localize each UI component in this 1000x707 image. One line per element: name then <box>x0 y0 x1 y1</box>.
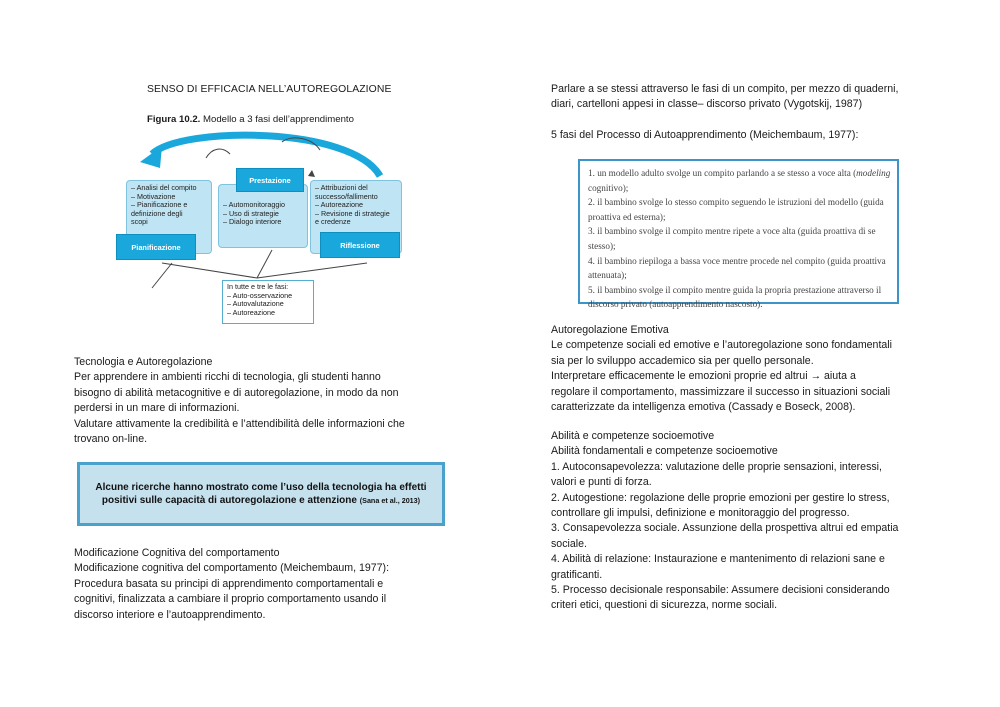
paragraph-line: Interpretare efficacemente le emozioni proprie ed altrui → aiuta a <box>551 370 856 383</box>
section-heading: Autoregolazione Emotiva <box>551 324 669 336</box>
intro-section <box>551 82 898 113</box>
figure-title <box>147 114 354 125</box>
paragraph-line: valori e punti di forza. <box>551 476 652 489</box>
section-heading: Abilità e competenze socioemotive <box>551 430 715 442</box>
reflection-item: – Autoreazione <box>315 200 363 210</box>
paragraph-line: cognitivi, finalizzata a cambiare il proprio comportamento usando il <box>74 593 387 606</box>
phase-line: 3. il bambino svolge il compito mentre ripete a voce alta (guida proattiva di se <box>588 226 876 237</box>
paragraph-line: 4. Abilità di relazione: Instaurazione e mantenimento di relazioni sane e <box>551 553 885 566</box>
all-phases-item: – Autovalutazione <box>227 299 284 309</box>
paragraph-line: trovano on-line. <box>74 433 148 446</box>
paragraph-line: 3. Consapevolezza sociale. Assunzione della prospettiva altrui ed empatia <box>551 522 899 535</box>
reflection-item: – Attribuzioni del <box>315 183 368 192</box>
all-phases-item: In tutte e tre le fasi: <box>227 282 289 291</box>
planning-item: – Motivazione <box>131 191 176 201</box>
three-phase-diagram <box>112 128 412 328</box>
all-phases-box <box>222 280 314 324</box>
paragraph-line: sia per lo sviluppo accademico sia per quello personale. <box>551 354 814 367</box>
paragraph-line: 2. Autogestione: regolazione delle proprie emozioni per gestire lo stress, <box>551 491 890 504</box>
phase-italic: modeling <box>856 168 891 178</box>
figure-number: Figura 10.2. <box>147 114 201 125</box>
performance-item: – Dialogo interiore <box>223 217 282 227</box>
paragraph-line: Per apprendere in ambienti ricchi di tecnologia, gli studenti hanno <box>74 371 381 384</box>
paragraph-line: perdersi in un mare di informazioni. <box>74 402 240 415</box>
paragraph-line: discorso interiore e l’autoapprendimento. <box>74 608 266 621</box>
research-banner <box>77 462 445 526</box>
paragraph-line: regolare il comportamento, massimizzare il successo in situazioni sociali <box>551 385 891 398</box>
paragraph-line: sociale. <box>551 537 587 550</box>
phase-line: 2. il bambino svolge lo stesso compito seguendo le istruzioni del modello (guida <box>588 197 884 208</box>
performance-item: – Uso di strategie <box>223 208 279 218</box>
socioemotional-section <box>551 429 898 614</box>
performance-box <box>218 184 308 248</box>
reflection-item: e credenze <box>315 217 351 227</box>
emotional-section <box>551 323 892 415</box>
reflection-item: successo/fallimento <box>315 191 378 201</box>
paragraph-line: gratificanti. <box>551 568 603 581</box>
paragraph-line: Abilità fondamentali e competenze socioemotive <box>551 445 778 458</box>
all-phases-item: – Autoreazione <box>227 307 275 317</box>
paragraph-line: Modificazione cognitiva del comportamento (Meichembaum, 1977): <box>74 562 390 575</box>
phases-heading: 5 fasi del Processo di Autoapprendimento (Meichembaum, 1977): <box>551 129 859 141</box>
reflection-item: – Revisione di strategie <box>315 208 390 218</box>
performance-item: – Automonitoraggio <box>223 200 285 209</box>
paragraph-line: Valutare attivamente la credibilità e l’attendibilità delle informazioni che <box>74 417 405 430</box>
phase-line: cognitivo); <box>588 182 629 193</box>
label-performance: Prestazione <box>236 168 304 192</box>
phase-text: 1. un modello adulto svolge un compito parlando a se stesso a voce alta ( <box>588 168 857 178</box>
phase-line: proattiva ed esterna); <box>588 211 666 222</box>
banner-line: positivi sulle capacità di autoregolazione e attenzione <box>101 495 357 506</box>
paragraph-line: criteri etici, questioni di sicurezza, norme sociali. <box>551 599 778 612</box>
phase-line: 5. il bambino svolge il compito mentre guida la propria prestazione attraverso il <box>588 284 882 295</box>
page-title: SENSO DI EFFICACIA NELL’AUTOREGOLAZIONE <box>147 84 392 95</box>
phase-line: attenuata); <box>588 270 627 281</box>
cognitive-section <box>74 546 389 623</box>
planning-item: scopi <box>131 217 148 227</box>
paragraph-line: bisogno di abilità metacognitive e di autoregolazione, in modo da non <box>74 386 399 399</box>
phase-line: discorso privato (autoapprendimento nascosto). <box>588 299 763 310</box>
paragraph-line: caratterizzate da intelligenza emotiva (Cassady e Boseck, 2008). <box>551 401 856 414</box>
phase-line: 4. il bambino riepiloga a bassa voce mentre procede nel compito (guida proattiva <box>588 255 886 266</box>
paragraph-line: Procedura basata su principi di apprendimento comportamentali e <box>74 577 384 590</box>
section-heading: Tecnologia e Autoregolazione <box>74 356 213 368</box>
banner-line: Alcune ricerche hanno mostrato come l’uso della tecnologia ha effetti <box>95 482 427 493</box>
banner-citation: (Sana et al., 2013) <box>359 496 421 505</box>
paragraph-line: controllare gli impulsi, definizione e monitoraggio del progresso. <box>551 507 850 520</box>
paragraph-line: diari, cartelloni appesi in classe– discorso privato (Vygotskij, 1987) <box>551 98 863 111</box>
planning-item: – Analisi del compito <box>131 183 197 192</box>
phase-line: stesso); <box>588 240 616 251</box>
paragraph-line: 5. Processo decisionale responsabile: Assumere decisioni considerando <box>551 584 890 597</box>
paragraph-line: Le competenze sociali ed emotive e l’autoregolazione sono fondamentali <box>551 339 892 352</box>
planning-item: definizione degli <box>131 208 183 218</box>
planning-item: – Pianificazione e <box>131 200 188 210</box>
paragraph-line: Parlare a se stessi attraverso le fasi di un compito, per mezzo di quaderni, <box>551 83 899 95</box>
tech-section <box>74 355 405 447</box>
section-heading: Modificazione Cognitiva del comportamento <box>74 547 280 559</box>
label-reflection: Riflessione <box>320 232 400 258</box>
paragraph-line: 1. Autoconsapevolezza: valutazione delle proprie sensazioni, interessi, <box>551 460 882 473</box>
label-planning: Pianificazione <box>116 234 196 260</box>
phase-line <box>588 166 889 181</box>
all-phases-item: – Auto-osservazione <box>227 290 293 300</box>
phases-box <box>578 159 899 310</box>
figure-caption: Modello a 3 fasi dell’apprendimento <box>200 114 354 125</box>
